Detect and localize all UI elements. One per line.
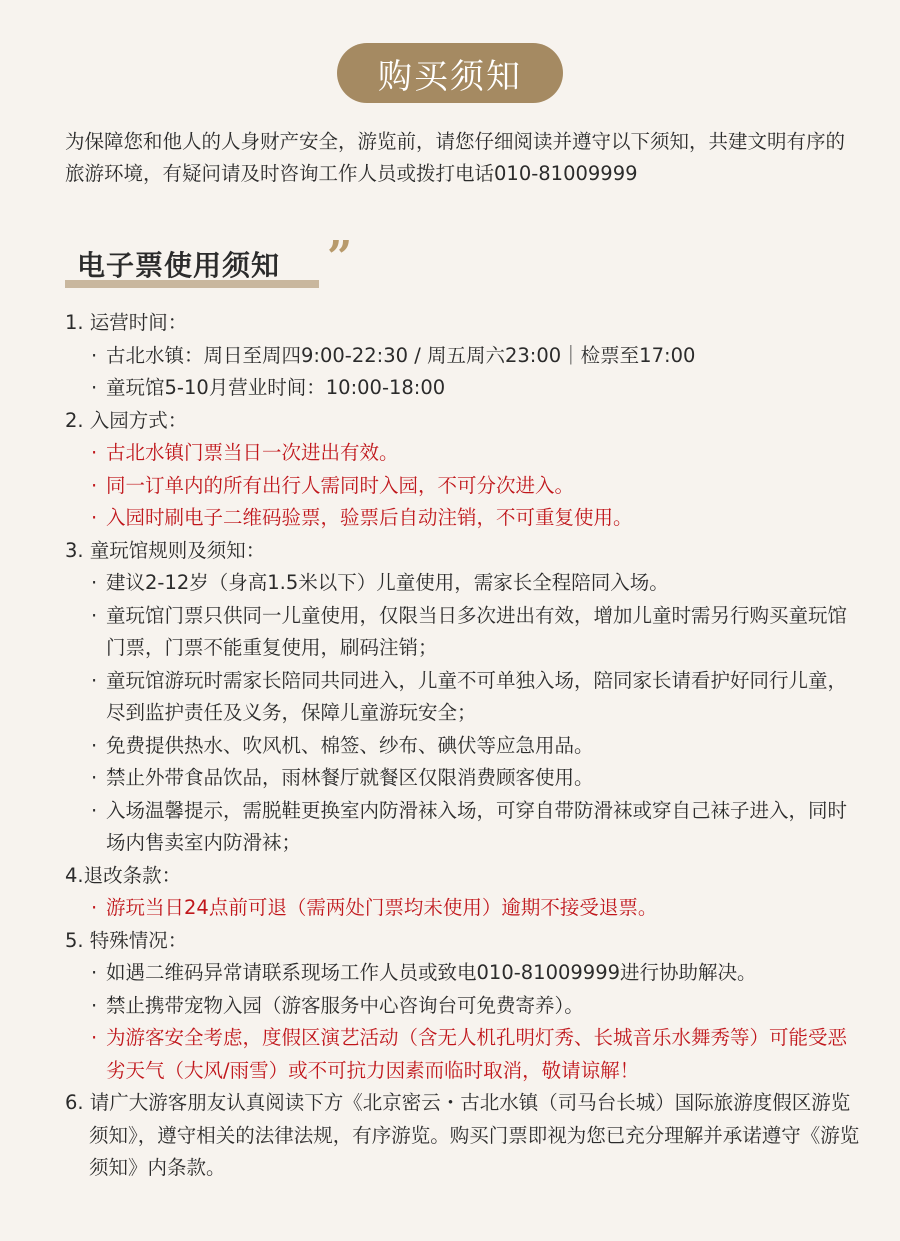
bullet-icon: · (91, 993, 98, 1017)
intro-text: 为保障您和他人的人身财产安全，游览前，请您仔细阅读并遵守以下须知，共建文明有序的旅游环境，有疑问请及时咨询工作人员或拨打电话010-81009999 (65, 130, 846, 185)
bullet-icon: · (91, 441, 98, 464)
list-item: · 免费提供热水、吹风机、棉签、纱布、碘伏等应急用品。 (65, 730, 864, 763)
section-title: 电子票使用须知 (77, 249, 281, 282)
list-item: · 古北水镇门票当日一次进出有效。 (65, 437, 864, 470)
item-title-refund-terms: 4.退改条款： (65, 863, 182, 887)
list-item: · 禁止携带宠物入园（游客服务中心咨询台可免费寄养）。 (65, 990, 864, 1023)
bullet-icon: · (91, 603, 98, 627)
bullet-icon: · (91, 343, 98, 367)
page-title: 购买须知 (337, 43, 563, 103)
bullet-icon: · (91, 376, 98, 399)
quote-mark-icon: ” (327, 232, 353, 283)
bullet-icon: · (91, 668, 98, 692)
item-title-entry-method: 2. 入园方式： (65, 408, 188, 432)
list-item: · 古北水镇：周日至周四9:00-22:30 / 周五周六23:00｜检票至17:00 (65, 340, 864, 373)
bullet-icon: · (91, 733, 98, 757)
bullet-icon: · (91, 961, 98, 984)
list-item: · 入园时刷电子二维码验票，验票后自动注销，不可重复使用。 (65, 502, 864, 535)
list-item: · 入场温馨提示，需脱鞋更换室内防滑袜入场，可穿自带防滑袜或穿自己袜子进入，同时场内售卖室内防滑袜； (65, 795, 864, 860)
list-item: · 游玩当日24点前可退（需两处门票均未使用）逾期不接受退票。 (65, 892, 864, 925)
list-item: · 建议2-12岁（身高1.5米以下）儿童使用，需家长全程陪同入场。 (65, 567, 864, 600)
bullet-icon: · (91, 473, 98, 497)
list-item: · 同一订单内的所有出行人需同时入园，不可分次进入。 (65, 470, 864, 503)
list-item: · 为游客安全考虑，度假区演艺活动（含无人机孔明灯秀、长城音乐水舞秀等）可能受恶劣天气（大风/雨雪）或不可抗力因素而临时取消，敬请谅解！ (65, 1022, 864, 1087)
bullet-icon: · (91, 766, 98, 789)
list-item: · 童玩馆游玩时需家长陪同共同进入，儿童不可单独入场，陪同家长请看护好同行儿童，尽到监护责任及义务，保障儿童游玩安全； (65, 665, 864, 730)
item-title-operating-hours: 1. 运营时间： (65, 311, 188, 334)
bullet-icon: · (91, 1026, 98, 1049)
bullet-icon: · (91, 896, 98, 919)
bullet-icon: · (91, 506, 98, 529)
list-item: · 童玩馆5-10月营业时间：10:00-18:00 (65, 372, 864, 405)
bullet-icon: · (91, 798, 98, 822)
item-visit-guidelines: 6. 请广大游客朋友认真阅读下方《北京密云・古北水镇（司马台长城）国际旅游度假区游览须知》，遵守相关的法律法规，有序游览。购买门票即视为您已充分理解并承诺遵守《游览须知》内条款。 (65, 1091, 860, 1179)
section-header (65, 232, 365, 290)
list-item: · 童玩馆门票只供同一儿童使用，仅限当日多次进出有效，增加儿童时需另行购买童玩馆门票，门票不能重复使用，刷码注销； (65, 600, 864, 665)
list-item: · 如遇二维码异常请联系现场工作人员或致电010-81009999进行协助解决。 (65, 957, 864, 990)
notice-list (65, 307, 865, 1185)
bullet-icon: · (91, 571, 98, 594)
item-title-kids-rules: 3. 童玩馆规则及须知： (65, 538, 266, 562)
item-title-special-cases: 5. 特殊情况： (65, 928, 188, 952)
list-item: · 禁止外带食品饮品，雨林餐厅就餐区仅限消费顾客使用。 (65, 762, 864, 795)
